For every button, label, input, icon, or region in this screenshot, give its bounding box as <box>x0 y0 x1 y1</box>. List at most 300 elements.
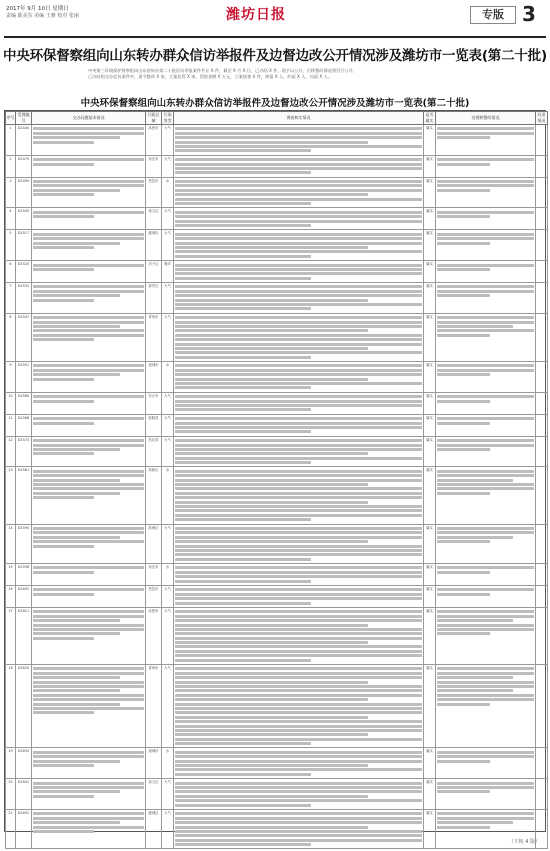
text-line <box>33 378 94 381</box>
text-line <box>175 637 422 640</box>
verified-status: 属实 <box>424 467 436 524</box>
table-row <box>6 467 548 524</box>
text-line <box>437 487 534 490</box>
text-line <box>33 619 120 622</box>
issue-description <box>32 261 146 283</box>
handling-details <box>436 665 536 748</box>
text-line <box>175 193 368 196</box>
handling-details <box>436 586 536 608</box>
text-line <box>33 338 94 341</box>
header-verified: 是否属实 <box>425 112 434 123</box>
text-line <box>33 246 94 249</box>
text-line <box>175 163 422 166</box>
text-line <box>437 264 534 267</box>
text-line <box>175 580 311 583</box>
text-line <box>175 452 368 455</box>
text-line <box>175 382 422 385</box>
case-id: D1560 <box>16 392 32 414</box>
row-number: 6 <box>6 261 16 283</box>
text-line <box>33 545 94 548</box>
text-line <box>175 518 311 521</box>
verified-status: 属实 <box>424 125 436 156</box>
admin-area: 诸城市 <box>146 362 162 393</box>
text-line <box>33 479 120 482</box>
text-line <box>175 716 368 719</box>
text-line <box>33 373 120 376</box>
row-number: 4 <box>6 208 16 230</box>
text-line <box>175 369 422 372</box>
text-line <box>33 325 120 328</box>
intro-line: 已办结的交办信访案件中，责令整改 X 家，立案处罚 X 家，罚款金额 X 万元，立案侦查 X 件，拘留 X 人，约谈 X 人，问责 X 人。 <box>88 74 332 80</box>
verified-status: 属实 <box>424 261 436 283</box>
text-line <box>175 215 422 218</box>
pollution-type: 大气 <box>162 230 174 261</box>
text-line <box>175 264 422 267</box>
text-line <box>437 531 534 534</box>
accountability-cell <box>536 392 548 414</box>
text-line <box>33 316 144 319</box>
text-line <box>175 729 422 732</box>
text-line <box>33 268 94 271</box>
text-line <box>175 184 422 187</box>
pollution-type: 大气 <box>162 524 174 564</box>
text-line <box>437 316 534 319</box>
case-id: D1547 <box>16 313 32 361</box>
issue-description <box>32 177 146 208</box>
text-line <box>437 540 490 543</box>
text-line <box>175 685 422 688</box>
text-line <box>175 615 422 618</box>
header-area: 行政区域 <box>147 112 160 123</box>
text-line <box>175 483 368 486</box>
text-line <box>437 786 534 789</box>
case-id: D1568 <box>16 414 32 436</box>
accountability-cell <box>536 177 548 208</box>
handling-details <box>436 230 536 261</box>
text-line <box>33 826 144 829</box>
issue-description <box>32 524 146 564</box>
text-line <box>33 294 120 297</box>
text-line <box>437 536 513 539</box>
verified-status: 属实 <box>424 392 436 414</box>
text-line <box>175 597 422 600</box>
row-number: 21 <box>6 809 16 849</box>
text-line <box>175 479 422 482</box>
text-line <box>175 501 368 504</box>
pollution-type: 水 <box>162 564 174 586</box>
admin-area: 高新区 <box>146 467 162 524</box>
text-line <box>437 290 534 293</box>
investigation-details <box>174 467 424 524</box>
text-line <box>33 672 144 675</box>
complaints-grid <box>5 111 548 849</box>
case-id: D1641 <box>16 779 32 810</box>
handling-details <box>436 177 536 208</box>
admin-area: 寿光市 <box>146 155 162 177</box>
row-number: 14 <box>6 524 16 564</box>
handling-details <box>436 779 536 810</box>
row-number: 5 <box>6 230 16 261</box>
text-line <box>175 356 311 359</box>
text-line <box>175 817 422 820</box>
accountability-cell <box>536 208 548 230</box>
text-line <box>175 659 311 662</box>
verified-status: 属实 <box>424 230 436 261</box>
text-line <box>437 619 513 622</box>
text-line <box>437 237 534 240</box>
accountability-cell <box>536 586 548 608</box>
masthead <box>0 0 550 40</box>
text-line <box>175 667 422 670</box>
table-row <box>6 155 548 177</box>
text-line <box>175 303 422 306</box>
verified-status: 属实 <box>424 177 436 208</box>
pollution-type: 水 <box>162 467 174 524</box>
intro-line: 中央第三环境保护督察组向山东省转办第二十批信访举报案件共计 X 件，截至 9 月 X 日，已办结 X 件，现予以公开，后续整改情况将另行公开。 <box>88 68 357 73</box>
table-row <box>6 283 548 314</box>
text-line <box>437 294 490 297</box>
section-label: 专版 <box>470 6 516 24</box>
verified-status: 属实 <box>424 748 436 779</box>
text-line <box>33 703 120 706</box>
text-line <box>33 158 144 161</box>
text-line <box>175 812 422 815</box>
admin-area: 坊子区 <box>146 261 162 283</box>
text-line <box>437 571 490 574</box>
text-line <box>437 215 490 218</box>
investigation-details <box>174 564 424 586</box>
text-line <box>175 839 422 842</box>
handling-details <box>436 125 536 156</box>
text-line <box>33 566 144 569</box>
text-line <box>437 439 534 442</box>
text-line <box>175 400 422 403</box>
admin-area: 昌乐县 <box>146 436 162 467</box>
issue-description <box>32 467 146 524</box>
case-id: D1620 <box>16 665 32 748</box>
handling-details <box>436 261 536 283</box>
accountability-cell <box>536 230 548 261</box>
pollution-type: 噪声 <box>162 261 174 283</box>
pollution-type: 大气 <box>162 155 174 177</box>
investigation-details <box>174 177 424 208</box>
text-line <box>175 457 422 460</box>
page-headline: 中央环保督察组向山东转办群众信访举报件及边督边改公开情况涉及潍坊市一览表(第二十批) <box>3 48 547 64</box>
text-line <box>437 422 490 425</box>
case-id: D1551 <box>16 362 32 393</box>
text-line <box>33 364 144 367</box>
text-line <box>33 681 144 684</box>
text-line <box>33 470 144 473</box>
text-line <box>437 474 534 477</box>
investigation-details <box>174 362 424 393</box>
text-line <box>437 628 534 631</box>
text-line <box>175 764 368 767</box>
text-line <box>33 237 144 240</box>
text-line <box>175 461 311 464</box>
text-line <box>33 487 144 490</box>
text-line <box>437 400 490 403</box>
admin-area: 昌邑市 <box>146 177 162 208</box>
text-line <box>437 321 534 324</box>
admin-area: 临朐县 <box>146 414 162 436</box>
text-line <box>175 250 422 253</box>
text-line <box>175 211 422 214</box>
text-line <box>437 821 513 824</box>
text-line <box>175 167 422 170</box>
row-number: 20 <box>6 779 16 810</box>
text-line <box>175 755 422 758</box>
text-line <box>437 672 534 675</box>
text-line <box>175 426 422 429</box>
text-line <box>437 588 534 591</box>
text-line <box>33 698 144 701</box>
text-line <box>175 285 422 288</box>
text-line <box>33 211 144 214</box>
text-line <box>437 610 534 613</box>
investigation-details <box>174 155 424 177</box>
text-line <box>175 132 422 135</box>
verified-status: 属实 <box>424 564 436 586</box>
case-id: D1598 <box>16 564 32 586</box>
text-line <box>33 439 144 442</box>
investigation-details <box>174 261 424 283</box>
text-line <box>175 632 422 635</box>
case-id: D1633 <box>16 748 32 779</box>
text-line <box>437 211 534 214</box>
text-line <box>175 505 422 508</box>
text-line <box>437 681 534 684</box>
editors-credit: 责编 陈美东 美编 王雅 校对 张丽 <box>6 13 79 19</box>
text-line <box>33 615 144 618</box>
text-line <box>175 347 368 350</box>
text-line <box>175 189 422 192</box>
text-line <box>175 299 368 302</box>
text-line <box>437 632 490 635</box>
text-line <box>33 136 120 139</box>
text-line <box>437 285 534 288</box>
investigation-details <box>174 283 424 314</box>
issue-description <box>32 809 146 849</box>
admin-area: 潍城区 <box>146 230 162 261</box>
text-line <box>33 588 144 591</box>
text-line <box>175 224 311 227</box>
accountability-cell <box>536 436 548 467</box>
row-number: 15 <box>6 564 16 586</box>
table-row <box>6 779 548 810</box>
text-line <box>33 299 94 302</box>
pollution-type: 大气 <box>162 313 174 361</box>
text-line <box>33 452 94 455</box>
issue-description <box>32 362 146 393</box>
text-line <box>175 689 422 692</box>
header-accountability: 问责情况 <box>537 112 546 123</box>
pollution-type: 大气 <box>162 586 174 608</box>
text-line <box>175 470 422 473</box>
text-line <box>175 558 311 561</box>
table-row <box>6 607 548 664</box>
handling-details <box>436 467 536 524</box>
text-line <box>33 444 144 447</box>
text-line <box>175 417 422 420</box>
text-line <box>437 444 534 447</box>
accountability-cell <box>536 467 548 524</box>
text-line <box>175 738 422 741</box>
text-line <box>175 773 311 776</box>
intro-paragraph <box>88 68 468 80</box>
table-row <box>6 524 548 564</box>
text-line <box>175 826 368 829</box>
text-line <box>175 694 422 697</box>
text-line <box>33 812 144 815</box>
verified-status: 属实 <box>424 362 436 393</box>
text-line <box>175 255 311 258</box>
text-line <box>175 602 311 605</box>
issue-description <box>32 313 146 361</box>
text-line <box>437 233 534 236</box>
page-number: 3 <box>522 2 536 26</box>
text-line <box>437 760 490 763</box>
text-line <box>175 329 368 332</box>
handling-details <box>436 524 536 564</box>
text-line <box>175 645 422 648</box>
verified-status: 属实 <box>424 779 436 810</box>
text-line <box>33 795 94 798</box>
pollution-type: 大气 <box>162 779 174 810</box>
text-line <box>175 422 422 425</box>
text-line <box>175 711 422 714</box>
text-line <box>175 593 422 596</box>
case-id: D1500 <box>16 208 32 230</box>
accountability-cell <box>536 779 548 810</box>
investigation-details <box>174 125 424 156</box>
accountability-cell <box>536 607 548 664</box>
text-line <box>33 694 144 697</box>
accountability-cell <box>536 665 548 748</box>
text-line <box>175 127 422 130</box>
table-row <box>6 748 548 779</box>
text-line <box>437 566 534 569</box>
accountability-cell <box>536 564 548 586</box>
text-line <box>175 448 422 451</box>
text-line <box>437 180 534 183</box>
admin-area: 安丘市 <box>146 392 162 414</box>
text-line <box>175 742 311 745</box>
pollution-type: 大气 <box>162 414 174 436</box>
investigation-details <box>174 208 424 230</box>
text-line <box>175 725 422 728</box>
text-line <box>175 268 422 271</box>
text-line <box>33 422 94 425</box>
text-line <box>437 667 534 670</box>
text-line <box>33 329 144 332</box>
text-line <box>175 136 422 139</box>
text-line <box>175 553 422 556</box>
table-row <box>6 436 548 467</box>
text-line <box>437 127 534 130</box>
text-line <box>437 782 534 785</box>
text-line <box>437 268 490 271</box>
text-line <box>437 483 534 486</box>
text-line <box>175 351 422 354</box>
masthead-rule <box>4 36 546 38</box>
text-line <box>33 764 94 767</box>
text-line <box>175 681 368 684</box>
text-line <box>33 127 144 130</box>
issue-description <box>32 779 146 810</box>
pollution-type: 大气 <box>162 436 174 467</box>
verified-status: 属实 <box>424 414 436 436</box>
text-line <box>175 220 422 223</box>
text-line <box>437 817 534 820</box>
text-line <box>437 685 534 688</box>
text-line <box>175 246 368 249</box>
accountability-cell <box>536 414 548 436</box>
investigation-details <box>174 748 424 779</box>
handling-details <box>436 607 536 664</box>
text-line <box>175 492 422 495</box>
admin-area: 寒亭区 <box>146 283 162 314</box>
text-line <box>175 307 311 310</box>
admin-area: 高密市 <box>146 607 162 664</box>
text-line <box>437 329 534 332</box>
text-line <box>33 290 144 293</box>
handling-details <box>436 414 536 436</box>
text-line <box>33 540 144 543</box>
text-line <box>175 404 422 407</box>
text-line <box>437 132 534 135</box>
investigation-details <box>174 436 424 467</box>
row-number: 19 <box>6 748 16 779</box>
handling-details <box>436 392 536 414</box>
issue-description <box>32 208 146 230</box>
pollution-type: 水 <box>162 748 174 779</box>
text-line <box>175 549 422 552</box>
text-line <box>437 826 490 829</box>
handling-details <box>436 564 536 586</box>
admin-area: 青州市 <box>146 313 162 361</box>
text-line <box>33 755 144 758</box>
row-number: 10 <box>6 392 16 414</box>
header-handling: 处理和整改情况 <box>436 112 536 125</box>
text-line <box>175 790 422 793</box>
case-id: D1652 <box>16 809 32 849</box>
text-line <box>33 689 120 692</box>
pollution-type: 大气 <box>162 665 174 748</box>
verified-status: 属实 <box>424 155 436 177</box>
text-line <box>175 514 422 517</box>
accountability-cell <box>536 313 548 361</box>
handling-details <box>436 313 536 361</box>
text-line <box>33 242 120 245</box>
text-line <box>33 536 120 539</box>
text-line <box>437 624 534 627</box>
text-line <box>33 786 144 789</box>
text-line <box>33 417 144 420</box>
text-line <box>175 795 368 798</box>
text-line <box>437 136 490 139</box>
text-line <box>175 527 422 530</box>
pollution-type: 水 <box>162 362 174 393</box>
text-line <box>175 237 422 240</box>
text-line <box>175 821 422 824</box>
verified-status: 属实 <box>424 208 436 230</box>
investigation-details <box>174 313 424 361</box>
text-line <box>175 439 422 442</box>
table-header-row <box>6 112 548 125</box>
text-line <box>175 676 422 679</box>
handling-details <box>436 362 536 393</box>
